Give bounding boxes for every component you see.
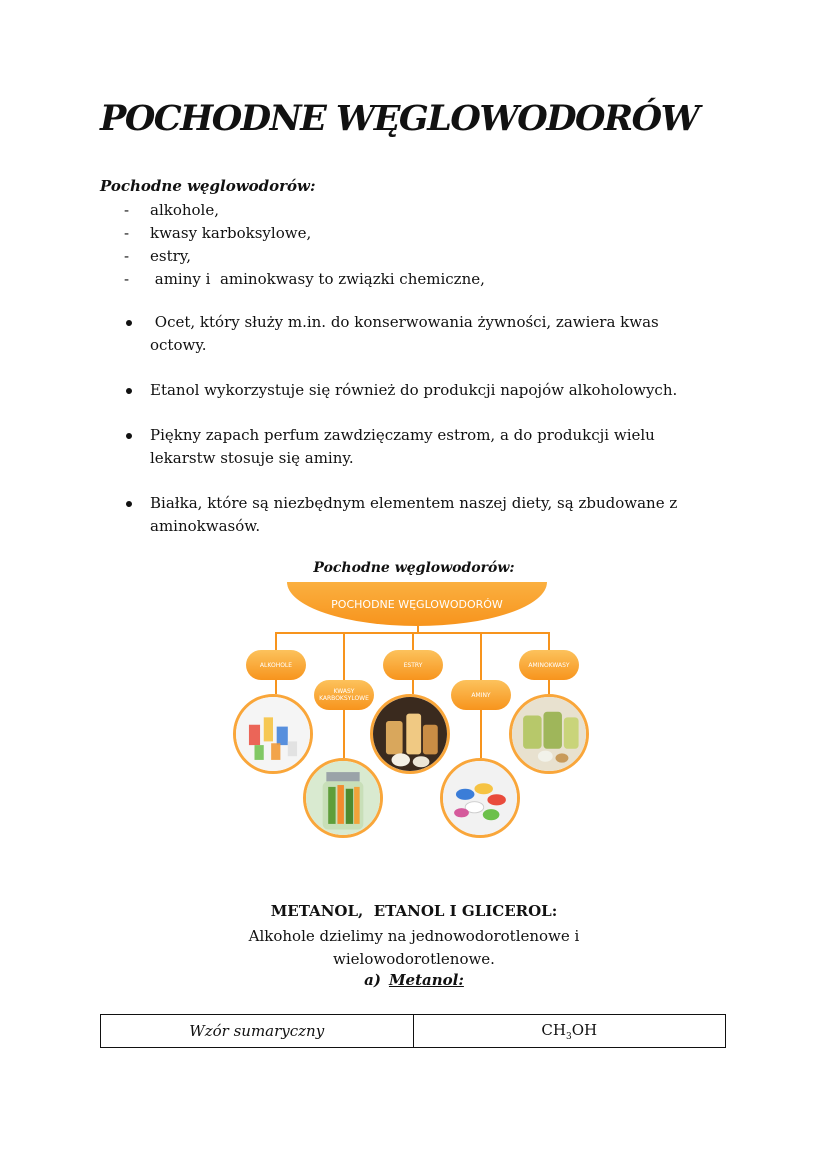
connector-line: [412, 680, 414, 694]
subsection-marker: a): [364, 971, 381, 989]
derivatives-list: [124, 199, 485, 291]
pills-image: [440, 758, 520, 838]
list-item: [124, 268, 485, 291]
connector-line: [548, 680, 550, 694]
list-marker: -: [124, 201, 130, 219]
formula-subscript: 3: [565, 1031, 572, 1042]
section-heading: METANOL, ETANOL I GLICEROL:: [270, 902, 558, 920]
list-item-text: alkohole,: [150, 201, 219, 219]
connector-line: [275, 632, 277, 650]
page-title: POCHODNE WĘGLOWODORÓW: [100, 98, 699, 139]
label-text: KWASY: [333, 688, 355, 695]
label-estry: [383, 650, 443, 680]
label-text: KARBOKSYLOWE: [319, 695, 369, 702]
list-marker: -: [124, 247, 130, 265]
label-aminokwasy: [519, 650, 579, 680]
connector-line: [343, 632, 345, 680]
label-text: AMINOKWASY: [528, 661, 570, 669]
list-marker: -: [124, 224, 130, 242]
formula-part: OH: [571, 1020, 598, 1039]
label-text: AMINY: [471, 691, 491, 699]
table-cell-formula: [413, 1015, 726, 1048]
label-aminy: [451, 680, 511, 710]
intro-heading: Pochodne węglowodorów:: [100, 177, 316, 195]
list-item: [124, 222, 485, 245]
label-alkohole: [246, 650, 306, 680]
label-text: ALKOHOLE: [259, 661, 293, 669]
list-item: [124, 199, 485, 222]
diagram-banner: POCHODNE WĘGLOWODORÓW: [287, 582, 547, 626]
diagram-title: Pochodne węglowodorów:: [313, 560, 515, 576]
formula-part: CH: [541, 1020, 566, 1039]
fact-item: Ocet, który służy m.in. do konserwowania żywności, zawiera kwas octowy.: [124, 311, 714, 357]
connector-line: [548, 632, 550, 650]
label-text: ESTRY: [403, 661, 423, 669]
fact-item: Białka, które są niezbędnym elementem naszej diety, są zbudowane z aminokwasów.: [124, 492, 714, 538]
fact-item: Piękny zapach perfum zawdzięczamy estrom, a do produkcji wielu lekarstw stosuje się aminy.: [124, 424, 714, 470]
table-cell-label: Wzór sumaryczny: [101, 1015, 414, 1048]
alcohol-glasses-image: [233, 694, 313, 774]
list-marker: -: [124, 270, 130, 288]
subsection-label: Metanol:: [388, 971, 464, 989]
list-item: [124, 245, 485, 268]
section-line: wielowodorotlenowe.: [333, 950, 495, 968]
connector-line: [412, 632, 414, 650]
connector-line: [480, 632, 482, 680]
preserves-jars-image: [509, 694, 589, 774]
list-item-text: aminy i aminokwasy to związki chemiczne,: [150, 270, 485, 288]
connector-line: [480, 710, 482, 758]
connector-line: [343, 710, 345, 758]
section-line: Alkohole dzielimy na jednowodorotlenowe i: [248, 927, 580, 945]
label-kwasy-karboksylowe: [314, 680, 374, 710]
section-description: [0, 925, 828, 971]
connector-line: [275, 680, 277, 694]
fact-item: Etanol wykorzystuje się również do produkcji napojów alkoholowych.: [124, 379, 714, 402]
facts-list: [124, 311, 714, 560]
pickle-jar-image: [303, 758, 383, 838]
subsection-heading: [0, 971, 828, 989]
list-item-text: kwasy karboksylowe,: [150, 224, 312, 242]
list-item-text: estry,: [150, 247, 192, 265]
perfume-bottles-image: [370, 694, 450, 774]
derivatives-diagram: [229, 582, 599, 852]
formula-table: [100, 1014, 726, 1048]
table-row: [101, 1015, 726, 1048]
